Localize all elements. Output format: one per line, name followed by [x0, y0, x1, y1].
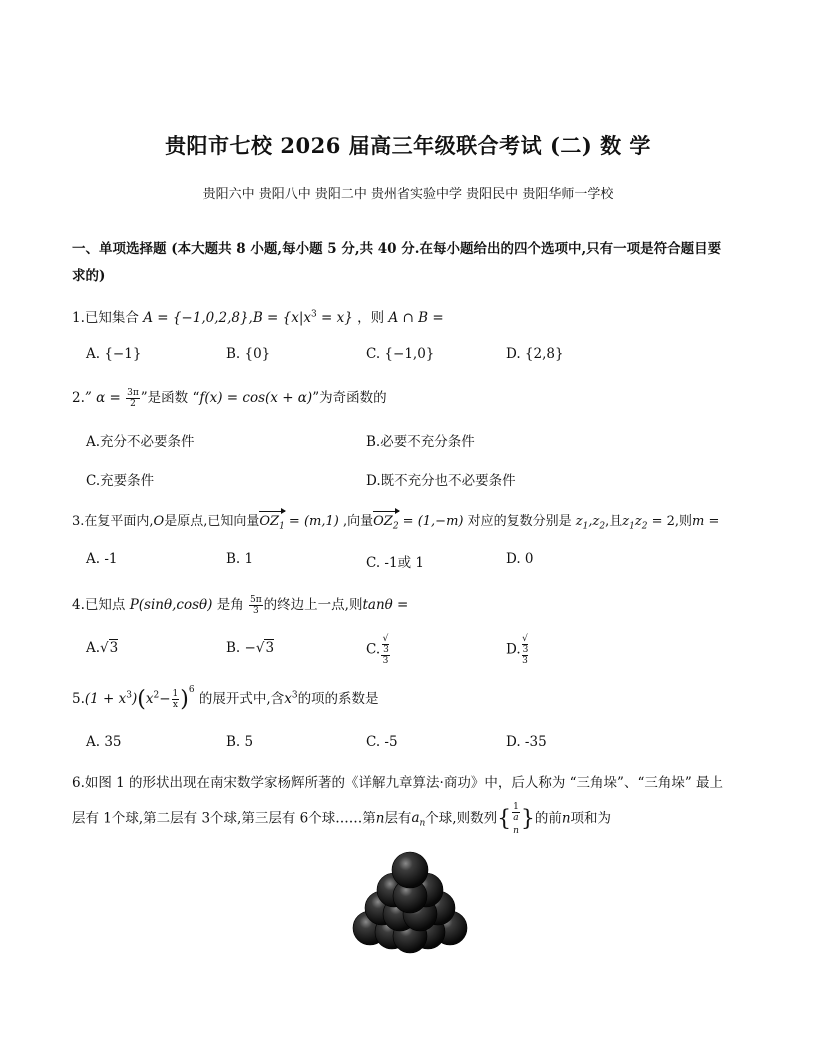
- math-expr: tanθ =: [362, 597, 409, 613]
- question-text: 个球,则数列: [425, 810, 498, 827]
- math-expr: O: [153, 514, 165, 529]
- question-number: 5.: [72, 691, 85, 707]
- option-d: D. 0: [506, 551, 534, 567]
- math-expr: B = {x|x: [252, 310, 312, 326]
- math-expr: = x}: [316, 310, 353, 326]
- paren: (: [137, 687, 146, 712]
- section-heading: [72, 236, 742, 290]
- vector-oz2: $OZ_2$: [373, 514, 399, 532]
- math-expr: P(sinθ,cosθ): [129, 597, 213, 613]
- question-number: 3.: [72, 514, 85, 529]
- triangle-ball-pile-figure: [350, 850, 470, 955]
- math-expr: A ∩ B =: [388, 310, 444, 326]
- option-d: D.既不充分也不必要条件: [366, 473, 516, 489]
- option-b: B. {0}: [226, 346, 271, 362]
- section-heading-line1: 一、单项选择题 (本大题共 8 小题,每小题 5 分,共 40 分.在每小题给出的四个选项中,只有一项是符合题目要: [72, 241, 722, 257]
- question-number: 1.: [72, 310, 85, 326]
- question-text: 在复平面内,: [84, 514, 154, 529]
- exam-title: 贵阳市七校 2026 届高三年级联合考试 (二) 数 学: [165, 133, 651, 158]
- question-text: 层有 1个球,第二层有 3个球,第三层有 6个球……第: [72, 810, 376, 827]
- question-number: 2.: [72, 390, 85, 406]
- question-6-line1: [72, 771, 762, 791]
- question-text: 的终边上一点,则: [263, 597, 363, 613]
- option-b: B.必要不充分条件: [366, 434, 475, 450]
- option-b: B. 5: [226, 734, 254, 750]
- question-3: [72, 510, 762, 532]
- vector-oz1: $OZ_1$: [259, 514, 285, 532]
- question-text: 的项的系数是: [297, 691, 379, 707]
- question-text: 的前: [534, 810, 562, 827]
- option-d: D. {2,8}: [506, 346, 564, 362]
- fraction: $\frac{3\pi}{2}$: [127, 388, 139, 409]
- section-heading-line2: 求的): [72, 268, 106, 284]
- school-list: 贵阳六中 贵阳八中 贵阳二中 贵州省实验中学 贵阳民中 贵阳华师一学校: [202, 187, 614, 202]
- option-c: C.充要条件: [86, 473, 155, 489]
- question-text: 是角: [216, 597, 244, 613]
- question-text: ,向量: [342, 514, 374, 529]
- option-a: A.√3: [86, 640, 119, 656]
- question-text: ”是函数 “: [140, 390, 200, 406]
- math-expr: = (m,1): [284, 514, 339, 529]
- option-b: B. 1: [226, 551, 254, 567]
- math-expr: x: [145, 691, 154, 707]
- math-expr: = (1,−m): [398, 514, 464, 529]
- question-text: 已知集合: [84, 310, 139, 326]
- question-text: 对应的复数分别是: [467, 514, 572, 529]
- question-text: 是原点,已知向量: [164, 514, 260, 529]
- question-2: [72, 386, 762, 409]
- question-6-line2: 层有 1个球,第二层有 3个球,第三层有 6个球……第n层有$a_n$个球,则数列{ 1 a $_n$ }的前n项和为: [72, 802, 612, 836]
- option-c: C. -5: [366, 734, 398, 750]
- math-expr: f(x) = cos(x + α): [199, 390, 313, 406]
- question-text: 已知点: [84, 597, 126, 613]
- question-text: ”为奇函数的: [312, 390, 387, 406]
- math-expr: $z_1,z_2$: [575, 514, 606, 532]
- option-d: D. -35: [506, 734, 547, 750]
- question-text: 项和为: [570, 810, 612, 827]
- question-number: 6.: [72, 775, 85, 791]
- question-number: 4.: [72, 597, 85, 613]
- math-expr: ” α =: [84, 390, 121, 406]
- paren: ): [180, 687, 189, 712]
- question-4: [72, 593, 762, 616]
- option-c: C. -1或 1: [366, 555, 424, 571]
- option-a: A.充分不必要条件: [86, 434, 195, 450]
- question-1: [72, 306, 762, 326]
- option-c: C. √ 3 3: [366, 634, 389, 666]
- question-text: ,且: [605, 514, 623, 529]
- brace: {: [497, 806, 512, 832]
- fraction: $\frac{1}{x}$: [172, 689, 179, 710]
- question-text: 层有: [384, 810, 412, 827]
- question-5: $5.(1 + x^3)(x^2-$ $\frac{1}{x}$ )$^6$ 的展开式中,含$x^3$的项的系数是: [72, 684, 379, 712]
- option-a: A. 35: [86, 734, 122, 750]
- question-text: 的展开式中,含: [198, 691, 285, 707]
- option-a: A. -1: [86, 551, 118, 567]
- fraction: $\frac{5\pi}{3}$: [250, 595, 262, 616]
- math-expr: ): [132, 691, 138, 707]
- superscript: 3: [311, 309, 317, 320]
- math-expr: m =: [692, 514, 720, 529]
- fraction: 1 a $_n$: [513, 802, 519, 836]
- brace: }: [520, 806, 535, 832]
- option-d: D. √ 3 3: [506, 634, 529, 666]
- math-expr: A = {−1,0,2,8},: [143, 310, 253, 326]
- option-b: B. −√3: [226, 640, 275, 656]
- option-c: C. {−1,0}: [366, 346, 435, 362]
- math-expr: (1 + x: [84, 691, 127, 707]
- math-expr: $z_1z_2$: [622, 514, 648, 532]
- option-a: A. {−1}: [86, 346, 142, 362]
- question-text: 如图 1 的形状出现在南宋数学家杨辉所著的《详解九章算法·商功》中，后人称为 “三角垛”、“三角垛” 最上: [84, 775, 724, 791]
- question-text: ，则: [357, 310, 385, 326]
- ball-pile: [353, 852, 467, 953]
- question-text: = 2,则: [651, 514, 693, 529]
